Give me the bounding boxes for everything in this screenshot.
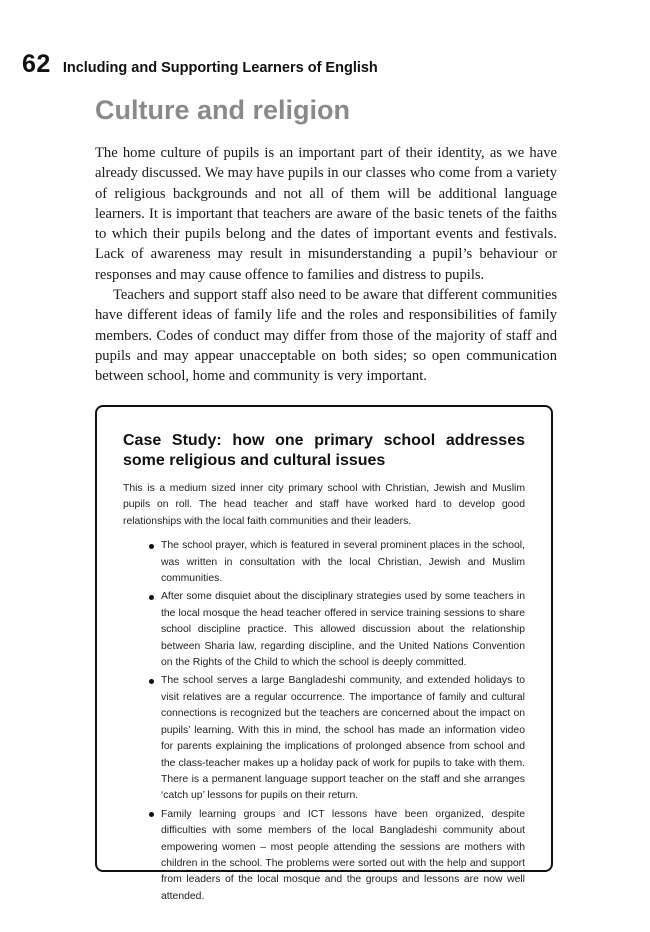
- case-study-bullet-list: [123, 538, 525, 905]
- bullet-icon: [149, 812, 154, 817]
- bullet-icon: [149, 595, 154, 600]
- page-number: 62: [22, 50, 51, 78]
- bullet-text: The school prayer, which is featured in several prominent places in the school, was written in consultation with the local Christian, Jewish and Muslim communities.: [161, 540, 525, 585]
- bullet-text: The school serves a large Bangladeshi community, and extended holidays to visit relatives are a regular occurrence. The importance of family and cultural connections is recognized but the teachers are concerned about the impact on pupils’ learning. With this in mind, the school has made an information video for parents explaining the implications of prolonged absence from school and the class-teacher makes up a holiday pack of work for pupils to take with them. There is a permanent language support teacher on the staff and she arranges ‘catch up’ lessons for pupils on their return.: [161, 675, 525, 802]
- body-paragraph: Teachers and support staff also need to be aware that different communities have different ideas of family life and the roles and responsibilities of family members. Codes of conduct may differ from those of the majority of staff and pupils and may appear unacceptable on both sides; so open communication between school, home and community is very important.: [95, 287, 557, 385]
- body-paragraph: The home culture of pupils is an important part of their identity, as we have already discussed. We may have pupils in our classes who come from a variety of religious backgrounds and not all of them will be additional language learners. It is important that teachers are aware of the basic tenets of the faiths to which their pupils belong and the dates of important events and festivals. Lack of awareness may result in misunderstanding a pupil’s behaviour or responses and may cause offence to families and distress to pupils.: [95, 145, 557, 283]
- case-study-intro: This is a medium sized inner city primary school with Christian, Jewish and Muslim pupils on roll. The head teacher and staff have worked hard to develop good relationships with the local faith communities and their leaders.: [123, 483, 525, 527]
- bullet-icon: [149, 679, 154, 684]
- case-study-bullet: [161, 538, 525, 587]
- case-study-bullet: [161, 807, 525, 905]
- case-study-bullet: [161, 673, 525, 804]
- case-study-title: Case Study: how one primary school addresses some religious and cultural issues: [123, 432, 525, 469]
- bullet-icon: [149, 544, 154, 549]
- section-title: Culture and religion: [95, 95, 351, 125]
- running-header: [22, 50, 378, 80]
- bullet-text: Family learning groups and ICT lessons have been organized, despite difficulties with some members of the local Bangladeshi community about empowering women – most people attending the sessions are mothers with children in the school. The problems were sorted out with the help and support from leaders of the local mosque and the groups and lessons are now well attended.: [161, 808, 525, 902]
- case-study-box: [95, 405, 553, 902]
- book-title: Including and Supporting Learners of English: [62, 60, 378, 76]
- section-body: [95, 143, 557, 387]
- bullet-text: After some disquiet about the disciplinary strategies used by some teachers in the local mosque the head teacher offered in service training sessions to share school discipline practice. This allowed discussion about the relationship between Sharia law, regarding discipline, and the United Nations Convention on the Rights of the Child to which the school is deeply committed.: [161, 591, 525, 669]
- case-study-bullet: [161, 589, 525, 671]
